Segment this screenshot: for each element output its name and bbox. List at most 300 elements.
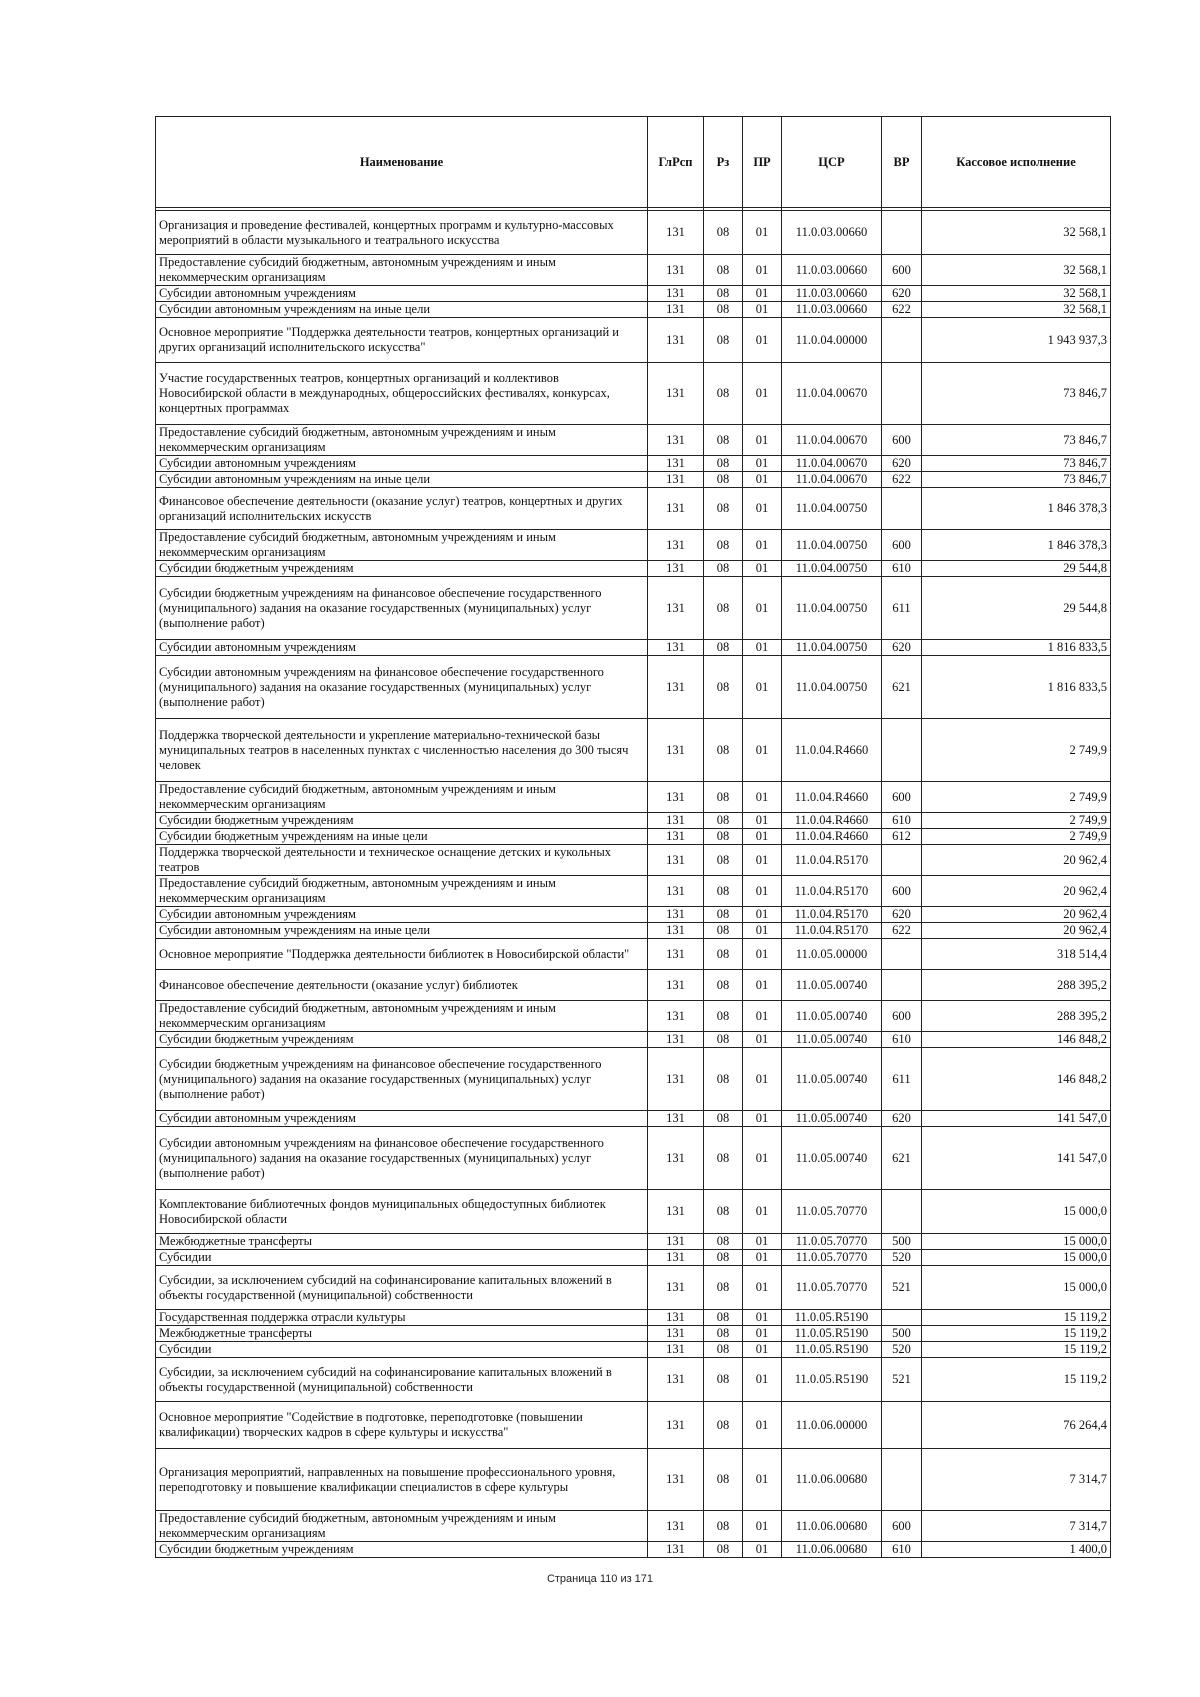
cell-amount: 73 846,7 bbox=[922, 363, 1111, 425]
cell-name: Субсидии автономным учреждениям на иные цели bbox=[156, 472, 648, 488]
cell-csr: 11.0.04.R4660 bbox=[782, 829, 882, 845]
cell-name: Субсидии автономным учреждениям bbox=[156, 907, 648, 923]
table-row bbox=[156, 640, 1111, 656]
cell-rz: 08 bbox=[704, 1127, 743, 1190]
cell-csr: 11.0.05.R5190 bbox=[782, 1310, 882, 1326]
cell-amount: 32 568,1 bbox=[922, 302, 1111, 318]
cell-glrsp: 131 bbox=[648, 1250, 704, 1266]
cell-vr bbox=[882, 318, 922, 363]
table-row bbox=[156, 656, 1111, 719]
cell-pr: 01 bbox=[743, 829, 782, 845]
cell-csr: 11.0.03.00660 bbox=[782, 255, 882, 286]
cell-amount: 15 000,0 bbox=[922, 1266, 1111, 1310]
table-row bbox=[156, 1511, 1111, 1542]
cell-pr: 01 bbox=[743, 472, 782, 488]
cell-vr: 500 bbox=[882, 1234, 922, 1250]
cell-amount: 1 816 833,5 bbox=[922, 640, 1111, 656]
cell-vr: 622 bbox=[882, 923, 922, 939]
cell-rz: 08 bbox=[704, 1250, 743, 1266]
cell-pr: 01 bbox=[743, 970, 782, 1001]
table-row bbox=[156, 363, 1111, 425]
cell-amount: 1 846 378,3 bbox=[922, 530, 1111, 561]
cell-pr: 01 bbox=[743, 876, 782, 907]
cell-vr: 600 bbox=[882, 782, 922, 813]
cell-name: Комплектование библиотечных фондов муниципальных общедоступных библиотек Новосибирской области bbox=[156, 1190, 648, 1234]
cell-vr bbox=[882, 1190, 922, 1234]
cell-rz: 08 bbox=[704, 561, 743, 577]
cell-csr: 11.0.03.00660 bbox=[782, 211, 882, 255]
cell-name: Субсидии бюджетным учреждениям bbox=[156, 813, 648, 829]
cell-rz: 08 bbox=[704, 1190, 743, 1234]
cell-rz: 08 bbox=[704, 530, 743, 561]
cell-csr: 11.0.04.R5170 bbox=[782, 907, 882, 923]
table-row bbox=[156, 939, 1111, 970]
cell-name: Организация мероприятий, направленных на повышение профессионального уровня, переподготовку и повышение квалификации специалистов в сфере культуры bbox=[156, 1449, 648, 1511]
cell-glrsp: 131 bbox=[648, 1111, 704, 1127]
cell-csr: 11.0.04.00670 bbox=[782, 363, 882, 425]
table-row bbox=[156, 1402, 1111, 1449]
cell-amount: 1 846 378,3 bbox=[922, 488, 1111, 530]
cell-amount: 73 846,7 bbox=[922, 456, 1111, 472]
cell-csr: 11.0.06.00680 bbox=[782, 1511, 882, 1542]
cell-rz: 08 bbox=[704, 719, 743, 782]
cell-pr: 01 bbox=[743, 1402, 782, 1449]
cell-pr: 01 bbox=[743, 1111, 782, 1127]
cell-name: Субсидии автономным учреждениям bbox=[156, 286, 648, 302]
cell-csr: 11.0.04.00000 bbox=[782, 318, 882, 363]
cell-amount: 32 568,1 bbox=[922, 211, 1111, 255]
cell-vr: 620 bbox=[882, 456, 922, 472]
table-row bbox=[156, 530, 1111, 561]
cell-amount: 73 846,7 bbox=[922, 425, 1111, 456]
cell-vr bbox=[882, 719, 922, 782]
header-row bbox=[156, 117, 1111, 208]
cell-pr: 01 bbox=[743, 1234, 782, 1250]
cell-rz: 08 bbox=[704, 829, 743, 845]
cell-glrsp: 131 bbox=[648, 719, 704, 782]
cell-name: Поддержка творческой деятельности и техническое оснащение детских и кукольных театров bbox=[156, 845, 648, 876]
cell-pr: 01 bbox=[743, 1190, 782, 1234]
cell-glrsp: 131 bbox=[648, 1032, 704, 1048]
cell-name: Субсидии bbox=[156, 1250, 648, 1266]
cell-name: Основное мероприятие "Поддержка деятельности театров, концертных организаций и других организаций исполнительского искусства" bbox=[156, 318, 648, 363]
cell-glrsp: 131 bbox=[648, 530, 704, 561]
cell-vr: 600 bbox=[882, 1511, 922, 1542]
cell-vr bbox=[882, 488, 922, 530]
cell-name: Межбюджетные трансферты bbox=[156, 1326, 648, 1342]
cell-amount: 141 547,0 bbox=[922, 1127, 1111, 1190]
cell-rz: 08 bbox=[704, 1402, 743, 1449]
cell-csr: 11.0.05.00740 bbox=[782, 1111, 882, 1127]
table-row bbox=[156, 1190, 1111, 1234]
cell-name: Субсидии автономным учреждениям на финансовое обеспечение государственного (муниципального) задания на оказание государственных (муниципальных) услуг (выполнение работ) bbox=[156, 1127, 648, 1190]
cell-vr: 612 bbox=[882, 829, 922, 845]
cell-glrsp: 131 bbox=[648, 829, 704, 845]
table-row bbox=[156, 829, 1111, 845]
cell-pr: 01 bbox=[743, 1032, 782, 1048]
cell-rz: 08 bbox=[704, 907, 743, 923]
table-body bbox=[156, 208, 1111, 1558]
cell-glrsp: 131 bbox=[648, 456, 704, 472]
cell-csr: 11.0.05.R5190 bbox=[782, 1326, 882, 1342]
table-row bbox=[156, 1266, 1111, 1310]
cell-glrsp: 131 bbox=[648, 813, 704, 829]
cell-csr: 11.0.05.70770 bbox=[782, 1250, 882, 1266]
cell-pr: 01 bbox=[743, 939, 782, 970]
cell-amount: 7 314,7 bbox=[922, 1511, 1111, 1542]
cell-vr bbox=[882, 970, 922, 1001]
cell-pr: 01 bbox=[743, 425, 782, 456]
cell-rz: 08 bbox=[704, 425, 743, 456]
cell-rz: 08 bbox=[704, 1266, 743, 1310]
cell-glrsp: 131 bbox=[648, 211, 704, 255]
cell-amount: 73 846,7 bbox=[922, 472, 1111, 488]
budget-table-page bbox=[155, 116, 1110, 1558]
cell-vr: 620 bbox=[882, 640, 922, 656]
cell-glrsp: 131 bbox=[648, 488, 704, 530]
table-row bbox=[156, 1449, 1111, 1511]
cell-pr: 01 bbox=[743, 561, 782, 577]
cell-pr: 01 bbox=[743, 1449, 782, 1511]
cell-pr: 01 bbox=[743, 656, 782, 719]
cell-pr: 01 bbox=[743, 1048, 782, 1111]
cell-name: Субсидии бюджетным учреждениям на финансовое обеспечение государственного (муниципального) задания на оказание государственных (муниципальных) услуг (выполнение работ) bbox=[156, 577, 648, 640]
cell-pr: 01 bbox=[743, 363, 782, 425]
cell-glrsp: 131 bbox=[648, 255, 704, 286]
cell-pr: 01 bbox=[743, 1342, 782, 1358]
cell-glrsp: 131 bbox=[648, 1190, 704, 1234]
cell-vr: 610 bbox=[882, 1542, 922, 1558]
cell-amount: 15 119,2 bbox=[922, 1310, 1111, 1326]
table-row bbox=[156, 1342, 1111, 1358]
cell-amount: 15 119,2 bbox=[922, 1326, 1111, 1342]
cell-name: Предоставление субсидий бюджетным, автономным учреждениям и иным некоммерческим организациям bbox=[156, 425, 648, 456]
cell-glrsp: 131 bbox=[648, 1342, 704, 1358]
cell-rz: 08 bbox=[704, 472, 743, 488]
table-row bbox=[156, 211, 1111, 255]
cell-name: Субсидии бюджетным учреждениям на финансовое обеспечение государственного (муниципального) задания на оказание государственных (муниципальных) услуг (выполнение работ) bbox=[156, 1048, 648, 1111]
cell-name: Субсидии бюджетным учреждениям bbox=[156, 1032, 648, 1048]
cell-pr: 01 bbox=[743, 211, 782, 255]
cell-vr: 600 bbox=[882, 530, 922, 561]
cell-vr: 610 bbox=[882, 561, 922, 577]
cell-name: Межбюджетные трансферты bbox=[156, 1234, 648, 1250]
cell-csr: 11.0.06.00000 bbox=[782, 1402, 882, 1449]
cell-rz: 08 bbox=[704, 286, 743, 302]
cell-pr: 01 bbox=[743, 286, 782, 302]
cell-glrsp: 131 bbox=[648, 782, 704, 813]
cell-amount: 318 514,4 bbox=[922, 939, 1111, 970]
cell-vr bbox=[882, 1449, 922, 1511]
cell-amount: 288 395,2 bbox=[922, 1001, 1111, 1032]
cell-amount: 32 568,1 bbox=[922, 286, 1111, 302]
cell-csr: 11.0.05.00000 bbox=[782, 939, 882, 970]
cell-csr: 11.0.05.00740 bbox=[782, 1001, 882, 1032]
cell-rz: 08 bbox=[704, 1342, 743, 1358]
cell-glrsp: 131 bbox=[648, 318, 704, 363]
cell-rz: 08 bbox=[704, 1358, 743, 1402]
cell-csr: 11.0.04.R5170 bbox=[782, 876, 882, 907]
cell-glrsp: 131 bbox=[648, 970, 704, 1001]
cell-rz: 08 bbox=[704, 363, 743, 425]
cell-rz: 08 bbox=[704, 923, 743, 939]
cell-pr: 01 bbox=[743, 577, 782, 640]
cell-pr: 01 bbox=[743, 1326, 782, 1342]
cell-amount: 1 400,0 bbox=[922, 1542, 1111, 1558]
cell-vr: 611 bbox=[882, 1048, 922, 1111]
cell-amount: 146 848,2 bbox=[922, 1048, 1111, 1111]
cell-pr: 01 bbox=[743, 318, 782, 363]
cell-rz: 08 bbox=[704, 302, 743, 318]
cell-pr: 01 bbox=[743, 813, 782, 829]
cell-csr: 11.0.05.70770 bbox=[782, 1234, 882, 1250]
cell-rz: 08 bbox=[704, 970, 743, 1001]
cell-glrsp: 131 bbox=[648, 923, 704, 939]
cell-name: Предоставление субсидий бюджетным, автономным учреждениям и иным некоммерческим организациям bbox=[156, 876, 648, 907]
page-number: Страница 110 из 171 bbox=[546, 1573, 654, 1585]
cell-pr: 01 bbox=[743, 1310, 782, 1326]
cell-csr: 11.0.04.00750 bbox=[782, 530, 882, 561]
cell-vr: 520 bbox=[882, 1250, 922, 1266]
cell-csr: 11.0.04.R5170 bbox=[782, 845, 882, 876]
table-row bbox=[156, 1250, 1111, 1266]
cell-csr: 11.0.04.00750 bbox=[782, 640, 882, 656]
cell-vr: 600 bbox=[882, 876, 922, 907]
cell-rz: 08 bbox=[704, 1449, 743, 1511]
table-row bbox=[156, 1326, 1111, 1342]
table-header bbox=[156, 117, 1111, 208]
cell-rz: 08 bbox=[704, 782, 743, 813]
cell-pr: 01 bbox=[743, 907, 782, 923]
cell-csr: 11.0.04.R4660 bbox=[782, 719, 882, 782]
cell-glrsp: 131 bbox=[648, 939, 704, 970]
cell-csr: 11.0.04.00670 bbox=[782, 425, 882, 456]
cell-vr bbox=[882, 363, 922, 425]
cell-name: Финансовое обеспечение деятельности (оказание услуг) библиотек bbox=[156, 970, 648, 1001]
cell-name: Предоставление субсидий бюджетным, автономным учреждениям и иным некоммерческим организациям bbox=[156, 1001, 648, 1032]
cell-name: Субсидии автономным учреждениям на иные цели bbox=[156, 923, 648, 939]
table-row bbox=[156, 719, 1111, 782]
cell-pr: 01 bbox=[743, 488, 782, 530]
table-row bbox=[156, 1032, 1111, 1048]
table-row bbox=[156, 1234, 1111, 1250]
cell-name: Предоставление субсидий бюджетным, автономным учреждениям и иным некоммерческим организациям bbox=[156, 1511, 648, 1542]
cell-csr: 11.0.04.R4660 bbox=[782, 782, 882, 813]
cell-csr: 11.0.05.00740 bbox=[782, 1048, 882, 1111]
cell-vr bbox=[882, 939, 922, 970]
cell-pr: 01 bbox=[743, 255, 782, 286]
cell-vr: 621 bbox=[882, 656, 922, 719]
cell-amount: 15 119,2 bbox=[922, 1358, 1111, 1402]
cell-glrsp: 131 bbox=[648, 1402, 704, 1449]
cell-pr: 01 bbox=[743, 456, 782, 472]
cell-amount: 15 000,0 bbox=[922, 1190, 1111, 1234]
cell-rz: 08 bbox=[704, 813, 743, 829]
cell-rz: 08 bbox=[704, 577, 743, 640]
cell-pr: 01 bbox=[743, 1266, 782, 1310]
cell-csr: 11.0.04.00750 bbox=[782, 488, 882, 530]
cell-name: Субсидии автономным учреждениям bbox=[156, 456, 648, 472]
cell-rz: 08 bbox=[704, 1310, 743, 1326]
cell-amount: 146 848,2 bbox=[922, 1032, 1111, 1048]
table-row bbox=[156, 488, 1111, 530]
cell-glrsp: 131 bbox=[648, 907, 704, 923]
cell-amount: 15 000,0 bbox=[922, 1234, 1111, 1250]
table-row bbox=[156, 1542, 1111, 1558]
cell-amount: 29 544,8 bbox=[922, 561, 1111, 577]
cell-amount: 20 962,4 bbox=[922, 923, 1111, 939]
table-row bbox=[156, 577, 1111, 640]
cell-pr: 01 bbox=[743, 923, 782, 939]
cell-rz: 08 bbox=[704, 1001, 743, 1032]
cell-name: Основное мероприятие "Поддержка деятельности библиотек в Новосибирской области" bbox=[156, 939, 648, 970]
table-row bbox=[156, 1111, 1111, 1127]
cell-pr: 01 bbox=[743, 782, 782, 813]
cell-vr: 611 bbox=[882, 577, 922, 640]
cell-rz: 08 bbox=[704, 656, 743, 719]
cell-glrsp: 131 bbox=[648, 1358, 704, 1402]
table-row bbox=[156, 907, 1111, 923]
cell-glrsp: 131 bbox=[648, 363, 704, 425]
cell-rz: 08 bbox=[704, 640, 743, 656]
table-row bbox=[156, 255, 1111, 286]
cell-csr: 11.0.05.R5190 bbox=[782, 1342, 882, 1358]
cell-glrsp: 131 bbox=[648, 1266, 704, 1310]
cell-amount: 288 395,2 bbox=[922, 970, 1111, 1001]
cell-pr: 01 bbox=[743, 640, 782, 656]
cell-amount: 20 962,4 bbox=[922, 845, 1111, 876]
budget-execution-table bbox=[155, 116, 1111, 1558]
cell-amount: 20 962,4 bbox=[922, 876, 1111, 907]
cell-amount: 29 544,8 bbox=[922, 577, 1111, 640]
cell-pr: 01 bbox=[743, 302, 782, 318]
cell-rz: 08 bbox=[704, 1326, 743, 1342]
cell-csr: 11.0.03.00660 bbox=[782, 286, 882, 302]
cell-name: Субсидии, за исключением субсидий на софинансирование капитальных вложений в объекты государственной (муниципальной) собственности bbox=[156, 1358, 648, 1402]
cell-vr: 600 bbox=[882, 1001, 922, 1032]
cell-rz: 08 bbox=[704, 1032, 743, 1048]
cell-name: Субсидии бюджетным учреждениям bbox=[156, 1542, 648, 1558]
cell-name: Субсидии автономным учреждениям на финансовое обеспечение государственного (муниципального) задания на оказание государственных (муниципальных) услуг (выполнение работ) bbox=[156, 656, 648, 719]
cell-name: Предоставление субсидий бюджетным, автономным учреждениям и иным некоммерческим организациям bbox=[156, 782, 648, 813]
cell-csr: 11.0.03.00660 bbox=[782, 302, 882, 318]
header-rz: Рз bbox=[704, 117, 743, 208]
cell-pr: 01 bbox=[743, 845, 782, 876]
cell-amount: 76 264,4 bbox=[922, 1402, 1111, 1449]
table-row bbox=[156, 472, 1111, 488]
cell-pr: 01 bbox=[743, 530, 782, 561]
cell-glrsp: 131 bbox=[648, 472, 704, 488]
cell-name: Субсидии автономным учреждениям на иные цели bbox=[156, 302, 648, 318]
cell-glrsp: 131 bbox=[648, 561, 704, 577]
cell-vr: 500 bbox=[882, 1326, 922, 1342]
cell-amount: 7 314,7 bbox=[922, 1449, 1111, 1511]
table-row bbox=[156, 813, 1111, 829]
cell-rz: 08 bbox=[704, 488, 743, 530]
cell-csr: 11.0.04.00670 bbox=[782, 456, 882, 472]
cell-glrsp: 131 bbox=[648, 845, 704, 876]
cell-csr: 11.0.05.R5190 bbox=[782, 1358, 882, 1402]
cell-rz: 08 bbox=[704, 1511, 743, 1542]
cell-amount: 2 749,9 bbox=[922, 829, 1111, 845]
cell-name: Государственная поддержка отрасли культуры bbox=[156, 1310, 648, 1326]
cell-vr: 520 bbox=[882, 1342, 922, 1358]
cell-name: Предоставление субсидий бюджетным, автономным учреждениям и иным некоммерческим организациям bbox=[156, 530, 648, 561]
cell-vr: 620 bbox=[882, 286, 922, 302]
cell-glrsp: 131 bbox=[648, 1542, 704, 1558]
cell-glrsp: 131 bbox=[648, 1234, 704, 1250]
cell-glrsp: 131 bbox=[648, 302, 704, 318]
cell-csr: 11.0.05.00740 bbox=[782, 1032, 882, 1048]
table-row bbox=[156, 561, 1111, 577]
cell-vr: 622 bbox=[882, 302, 922, 318]
cell-rz: 08 bbox=[704, 845, 743, 876]
cell-glrsp: 131 bbox=[648, 425, 704, 456]
cell-vr: 622 bbox=[882, 472, 922, 488]
table-row bbox=[156, 1127, 1111, 1190]
cell-name: Поддержка творческой деятельности и укрепление материально-технической базы муниципальных театров в населенных пунктах с численностью населения до 300 тысяч человек bbox=[156, 719, 648, 782]
header-amount: Кассовое исполнение bbox=[922, 117, 1111, 208]
cell-csr: 11.0.05.70770 bbox=[782, 1190, 882, 1234]
table-row bbox=[156, 286, 1111, 302]
cell-name: Организация и проведение фестивалей, концертных программ и культурно-массовых мероприятий в области музыкального и театрального искусства bbox=[156, 211, 648, 255]
cell-name: Финансовое обеспечение деятельности (оказание услуг) театров, концертных и других организаций исполнительских искусств bbox=[156, 488, 648, 530]
cell-vr: 600 bbox=[882, 425, 922, 456]
header-pr: ПР bbox=[743, 117, 782, 208]
table-row bbox=[156, 782, 1111, 813]
cell-vr: 620 bbox=[882, 907, 922, 923]
table-row bbox=[156, 845, 1111, 876]
table-row bbox=[156, 923, 1111, 939]
cell-amount: 20 962,4 bbox=[922, 907, 1111, 923]
cell-rz: 08 bbox=[704, 255, 743, 286]
cell-pr: 01 bbox=[743, 1542, 782, 1558]
cell-rz: 08 bbox=[704, 1542, 743, 1558]
table-row bbox=[156, 1358, 1111, 1402]
cell-csr: 11.0.05.00740 bbox=[782, 1127, 882, 1190]
cell-name: Субсидии bbox=[156, 1342, 648, 1358]
cell-amount: 2 749,9 bbox=[922, 719, 1111, 782]
cell-name: Субсидии, за исключением субсидий на софинансирование капитальных вложений в объекты государственной (муниципальной) собственности bbox=[156, 1266, 648, 1310]
cell-rz: 08 bbox=[704, 876, 743, 907]
cell-rz: 08 bbox=[704, 939, 743, 970]
table-row bbox=[156, 970, 1111, 1001]
cell-glrsp: 131 bbox=[648, 1048, 704, 1111]
cell-csr: 11.0.04.R4660 bbox=[782, 813, 882, 829]
cell-name: Предоставление субсидий бюджетным, автономным учреждениям и иным некоммерческим организациям bbox=[156, 255, 648, 286]
cell-pr: 01 bbox=[743, 1127, 782, 1190]
table-row bbox=[156, 1048, 1111, 1111]
cell-name: Участие государственных театров, концертных организаций и коллективов Новосибирской области в международных, общероссийских фестивалях, конкурсах, концертных программах bbox=[156, 363, 648, 425]
cell-csr: 11.0.04.00670 bbox=[782, 472, 882, 488]
table-row bbox=[156, 318, 1111, 363]
cell-name: Субсидии автономным учреждениям bbox=[156, 640, 648, 656]
cell-rz: 08 bbox=[704, 211, 743, 255]
cell-vr bbox=[882, 1402, 922, 1449]
header-glrsp: ГлРсп bbox=[648, 117, 704, 208]
cell-amount: 2 749,9 bbox=[922, 813, 1111, 829]
cell-vr: 610 bbox=[882, 813, 922, 829]
cell-csr: 11.0.04.R5170 bbox=[782, 923, 882, 939]
cell-amount: 2 749,9 bbox=[922, 782, 1111, 813]
cell-vr: 600 bbox=[882, 255, 922, 286]
cell-vr bbox=[882, 211, 922, 255]
cell-vr: 521 bbox=[882, 1358, 922, 1402]
cell-glrsp: 131 bbox=[648, 1127, 704, 1190]
cell-name: Субсидии бюджетным учреждениям bbox=[156, 561, 648, 577]
table-row bbox=[156, 876, 1111, 907]
cell-vr: 610 bbox=[882, 1032, 922, 1048]
